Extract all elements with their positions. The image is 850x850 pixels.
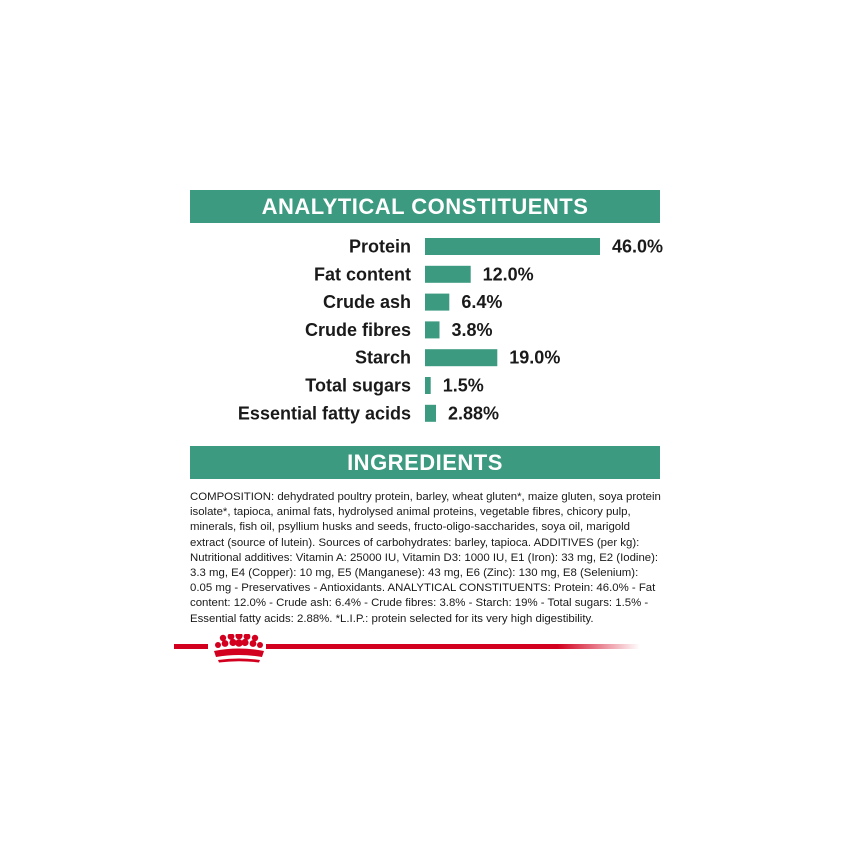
value-label-starch: 19.0% <box>509 347 561 368</box>
value-label-protein: 46.0% <box>612 236 664 257</box>
ingredients-header <box>190 446 660 479</box>
bar-crude-ash <box>425 294 449 311</box>
ingredients-text: COMPOSITION: dehydrated poultry protein, barley, wheat gluten*, maize gluten, soya protein isolate*, tapioca, animal fats, hydrolysed animal proteins, vegetable fibres, chicory pulp, minerals, fish oil, psyllium husks and seeds, fructo-oligo-saccharides, soya oil, marigold extract (source of lutein). Sources of carbohydrates: barley, tapioca. ADDITIVES (per kg): Nutritional additives: Vitamin A: 25000 IU, Vitamin D3: 1000 IU, E1 (Iron): 33 mg, E2 (Iodine): 3.3 mg, E4 (Copper): 10 mg, E5 (Manganese): 43 mg, E6 (Zinc): 130 mg, E8 (Selenium): 0.05 mg - Preservatives - Antioxidants. ANALYTICAL CONSTITUENTS: Protein: 46.0% - Fat content: 12.0% - Crude ash: 6.4% - Crude fibres: 3.8% - Starch: 19% - Total sugars: 1.5% - Essential fatty acids: 2.88%. *L.I.P.: protein selected for its very high digestibility. <box>190 491 661 625</box>
category-label-fat-content: Fat content <box>314 264 411 285</box>
bar-starch <box>425 349 497 366</box>
value-label-crude-fibres: 3.8% <box>451 319 493 340</box>
value-label-fat-content: 12.0% <box>482 264 534 285</box>
bar-essential-fatty-acids <box>425 405 436 422</box>
category-label-total-sugars: Total sugars <box>305 375 411 396</box>
bar-protein <box>425 238 600 255</box>
footer-rule-left <box>174 644 208 649</box>
category-label-crude-fibres: Crude fibres <box>304 319 411 340</box>
brand-footer-rule <box>174 634 640 664</box>
bar-total-sugars <box>425 377 431 394</box>
category-label-essential-fatty-acids: Essential fatty acids <box>237 403 411 424</box>
bar-fat-content <box>425 266 471 283</box>
category-label-protein: Protein <box>348 236 411 257</box>
bar-crude-fibres <box>425 321 440 338</box>
category-label-starch: Starch <box>354 347 411 368</box>
value-label-total-sugars: 1.5% <box>442 375 484 396</box>
ingredients-title: INGREDIENTS <box>347 449 503 475</box>
analytical-constituents-title: ANALYTICAL CONSTITUENTS <box>261 193 589 219</box>
crown-icon <box>214 634 264 663</box>
value-label-essential-fatty-acids: 2.88% <box>447 403 500 424</box>
value-label-crude-ash: 6.4% <box>461 292 503 313</box>
category-label-crude-ash: Crude ash <box>322 292 411 313</box>
footer-rule-right <box>266 644 640 649</box>
